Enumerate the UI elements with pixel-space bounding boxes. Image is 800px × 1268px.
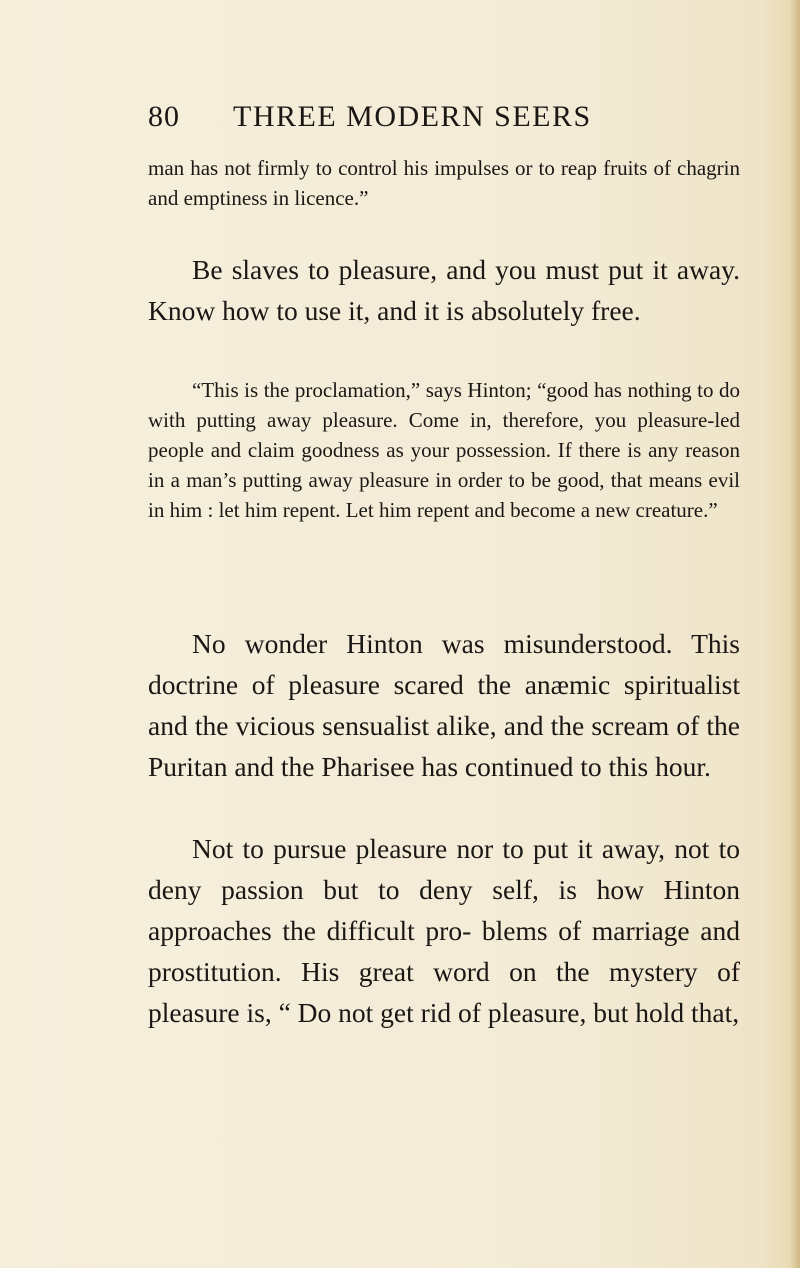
- page-number: 80: [148, 100, 180, 133]
- running-header: [148, 100, 708, 140]
- paragraph-misunderstood: No wonder Hinton was misunderstood. This doctrine of pleasure scared the anæmic spiritualist and the vicious sensualist alike, and the scream of the Puritan and the Pharisee has continued to this hour.: [148, 628, 740, 782]
- page-edge-shadow: [790, 0, 800, 1268]
- paragraph-quotation: “This is the proclamation,” says Hinton; “good has nothing to do with putting away pleasure. Come in, therefore, you pleasure-led people and claim goodness as your possession. If there is any reason in a man’s putting away pleasure in order to be good, that means evil in him : let him repent. Let him repent and become a new creature.”: [148, 378, 740, 522]
- running-title: THREE MODERN SEERS: [233, 100, 592, 133]
- paragraph-maxim: Be slaves to pleasure, and you must put it away. Know how to use it, and it is absolutely free.: [148, 254, 740, 326]
- paragraph-pleasure: Not to pursue pleasure nor to put it away, not to deny passion but to deny self, is how Hinton approaches the difficult pro- blems of marriage and prostitution. His great word on the mystery of pleasure is, “ Do not get rid of pleasure, but hold that,: [148, 833, 740, 1028]
- paragraph-continuation: man has not firmly to control his impulses or to reap fruits of chagrin and emptiness in licence.”: [148, 156, 740, 210]
